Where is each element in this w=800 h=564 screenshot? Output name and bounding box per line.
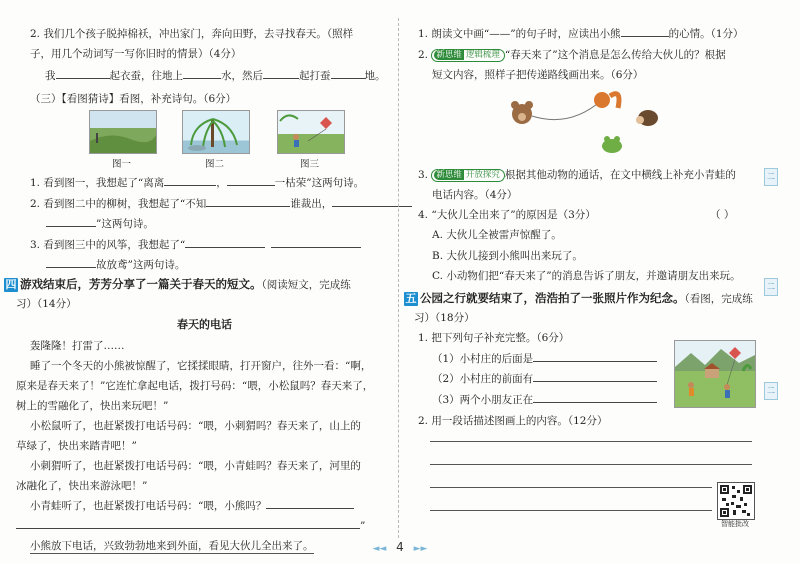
blank-field[interactable] bbox=[331, 69, 365, 79]
figure-2-caption: 图二 bbox=[205, 159, 225, 170]
r-q4-option-b[interactable]: B. 大伙儿接到小熊叫出来玩了。 bbox=[432, 250, 583, 262]
blank-field[interactable] bbox=[56, 69, 110, 79]
s5-item-1: （1）小村庄的后面是 bbox=[432, 352, 657, 366]
blank-field[interactable] bbox=[227, 176, 275, 186]
bear-icon bbox=[511, 101, 533, 124]
story-line: 冰融化了，快出来游泳吧！” bbox=[16, 480, 148, 492]
blank-field[interactable] bbox=[332, 197, 412, 207]
p3-q3-line2: 故放鸢”这两句诗。 bbox=[46, 258, 185, 272]
story-line: 原来是春天来了！”它连忙拿起电话，拨打号码：“喂，小松鼠吗？春天来了， bbox=[16, 380, 374, 392]
side-tab[interactable]: 二 bbox=[764, 168, 778, 186]
blank-field[interactable] bbox=[183, 69, 221, 79]
blank-field[interactable] bbox=[185, 238, 265, 248]
side-tab[interactable]: 二 bbox=[764, 382, 778, 400]
frog-icon bbox=[602, 136, 622, 153]
writing-line[interactable] bbox=[430, 464, 752, 465]
writing-line[interactable] bbox=[430, 487, 712, 488]
park-photo-illustration bbox=[675, 341, 755, 407]
kite-illustration bbox=[278, 111, 344, 153]
underlined-story-line: 小熊放下电话，兴致勃勃地来到外面，看见大伙儿全出来了。 bbox=[30, 540, 314, 552]
qr-code[interactable] bbox=[717, 482, 755, 520]
s5-q2: 2. 用一段话描述图画上的内容。（12分） bbox=[418, 415, 608, 427]
blank-field[interactable] bbox=[46, 217, 96, 227]
grass-illustration bbox=[90, 111, 156, 153]
s5-q1: 1. 把下列句子补充完整。（6分） bbox=[418, 332, 570, 344]
story-line: 树上的雪融化了，快出来玩吧！” bbox=[16, 400, 169, 412]
p3-q2-line1: 2. 看到图二中的柳树，我想起了“不知 谁裁出， bbox=[30, 197, 412, 211]
prev-page-icon[interactable]: ◄◄ bbox=[372, 544, 387, 554]
section-5-number: 五 bbox=[405, 292, 417, 305]
part3-heading: （三）【看图猜诗】看图，补充诗句。（6分） bbox=[30, 93, 237, 105]
figure-3-caption: 图三 bbox=[300, 159, 320, 170]
blank-field[interactable] bbox=[271, 238, 361, 248]
logic-tag: 新思维 逻辑梳理 bbox=[431, 49, 505, 62]
side-tab[interactable]: 二 bbox=[764, 278, 778, 296]
r-q4-option-a[interactable]: A. 大伙儿全被雷声惊醒了。 bbox=[432, 229, 562, 241]
page-number: 4 bbox=[396, 540, 404, 554]
story-title: 春天的电话 bbox=[177, 318, 232, 331]
next-page-icon[interactable]: ►► bbox=[413, 544, 428, 554]
frog-call-blank[interactable] bbox=[266, 499, 354, 509]
figure-1-caption: 图一 bbox=[112, 159, 132, 170]
frog-call-blank[interactable] bbox=[16, 519, 360, 529]
story-line: 轰隆隆！打雷了…… bbox=[30, 340, 125, 352]
animal-relay-illustration bbox=[510, 88, 660, 160]
figure-2-willow bbox=[182, 110, 250, 154]
s5-item-3: （3）两个小朋友正在 bbox=[432, 393, 657, 407]
figure-1-grassland bbox=[89, 110, 157, 154]
story-line: 小松鼠听了，也赶紧拨打电话号码：“喂，小刺猬吗？春天来了，山上的 bbox=[30, 420, 361, 432]
willow-illustration bbox=[183, 111, 249, 153]
qr-pattern bbox=[718, 483, 754, 519]
squirrel-icon bbox=[594, 92, 619, 108]
writing-line[interactable] bbox=[430, 510, 712, 511]
section-4-number: 四 bbox=[5, 278, 17, 291]
writing-line[interactable] bbox=[430, 441, 752, 442]
q2-fill-line: 我 起衣蚕，往地上 水，然后 起打蚕 地。 bbox=[45, 70, 386, 82]
blank-field[interactable] bbox=[206, 197, 290, 207]
r-q4: 4. “大伙儿全出来了”的原因是（3分） bbox=[418, 209, 596, 221]
blank-field[interactable] bbox=[621, 27, 669, 37]
story-line: 草绿了，快出来踏青吧！” bbox=[16, 440, 137, 452]
p3-q3-line1: 3. 看到图三中的风筝，我想起了“ bbox=[30, 238, 361, 252]
section-5-note: 习）（18分） bbox=[414, 312, 475, 324]
section-4-heading: 四 游戏结束后，芳芳分享了一篇关于春天的短文。（阅读短文，完成练 bbox=[5, 277, 351, 291]
r-q2-line1: 2. 新思维 逻辑梳理 “春天来了”这个消息是怎么传给大伙儿的？根据 bbox=[418, 49, 726, 61]
story-line: 小刺猬听了，也赶紧拨打电话号码：“喂，小青蛙吗？春天来了，河里的 bbox=[30, 460, 361, 472]
hedgehog-icon bbox=[636, 110, 658, 126]
park-photo bbox=[674, 340, 756, 408]
s5-item-2: （2）小村庄的前面有 bbox=[432, 372, 657, 386]
figure-3-kite bbox=[277, 110, 345, 154]
q2-text-line2: 子，用几个动词写一写你旧时的情景）（4分） bbox=[30, 48, 242, 60]
blank-field[interactable] bbox=[533, 352, 657, 362]
blank-field[interactable] bbox=[46, 258, 96, 268]
blank-field[interactable] bbox=[533, 393, 657, 403]
r-q2-line2: 短文内容，照样子把传递路线画出来。（6分） bbox=[432, 69, 644, 81]
blank-field[interactable] bbox=[263, 69, 299, 79]
page-footer bbox=[360, 540, 440, 554]
story-line: 睡了一个冬天的小熊被惊醒了，它揉揉眼睛，打开窗户，往外一看：“啊， bbox=[30, 360, 372, 372]
p3-q2-line2: ”这两句诗。 bbox=[46, 217, 154, 231]
story-line: ” bbox=[16, 519, 365, 533]
relay-path bbox=[532, 100, 602, 120]
explore-tag: 新思维 开放探究 bbox=[431, 169, 505, 182]
qr-caption: 智能批改 bbox=[721, 520, 749, 528]
story-line: 小青蛙听了，也赶紧拨打电话号码：“喂，小熊吗？ bbox=[30, 499, 354, 513]
r-q3-line1: 3. 新思维 开放探究 根据其他动物的通话，在文中横线上补充小青蛙的 bbox=[418, 169, 736, 181]
section-4-note: 习）（14分） bbox=[16, 298, 77, 310]
r-q3-line2: 电话内容。（4分） bbox=[432, 189, 518, 201]
p3-q1: 1. 看到图一，我想起了“离离 ， 一枯荣”这两句诗。 bbox=[30, 177, 365, 189]
r-q4-option-c[interactable]: C. 小动物们把“春天来了”的消息告诉了朋友，并邀请朋友出来玩。 bbox=[432, 270, 741, 282]
column-divider bbox=[398, 18, 399, 538]
r-q1: 1. 朗读文中画“——”的句子时，应读出小熊 的心情。（1分） bbox=[418, 28, 744, 40]
section-5-heading: 五 公园之行就要结束了，浩浩拍了一张照片作为纪念。（看图，完成练 bbox=[405, 291, 753, 305]
q2-text-line1: 2. 我们几个孩子脱掉棉袄，冲出家门，奔向田野，去寻找春天。（照样 bbox=[30, 28, 354, 40]
blank-field[interactable] bbox=[164, 176, 216, 186]
r-q4-answer-paren[interactable]: （ ） bbox=[710, 209, 735, 221]
blank-field[interactable] bbox=[533, 372, 657, 382]
